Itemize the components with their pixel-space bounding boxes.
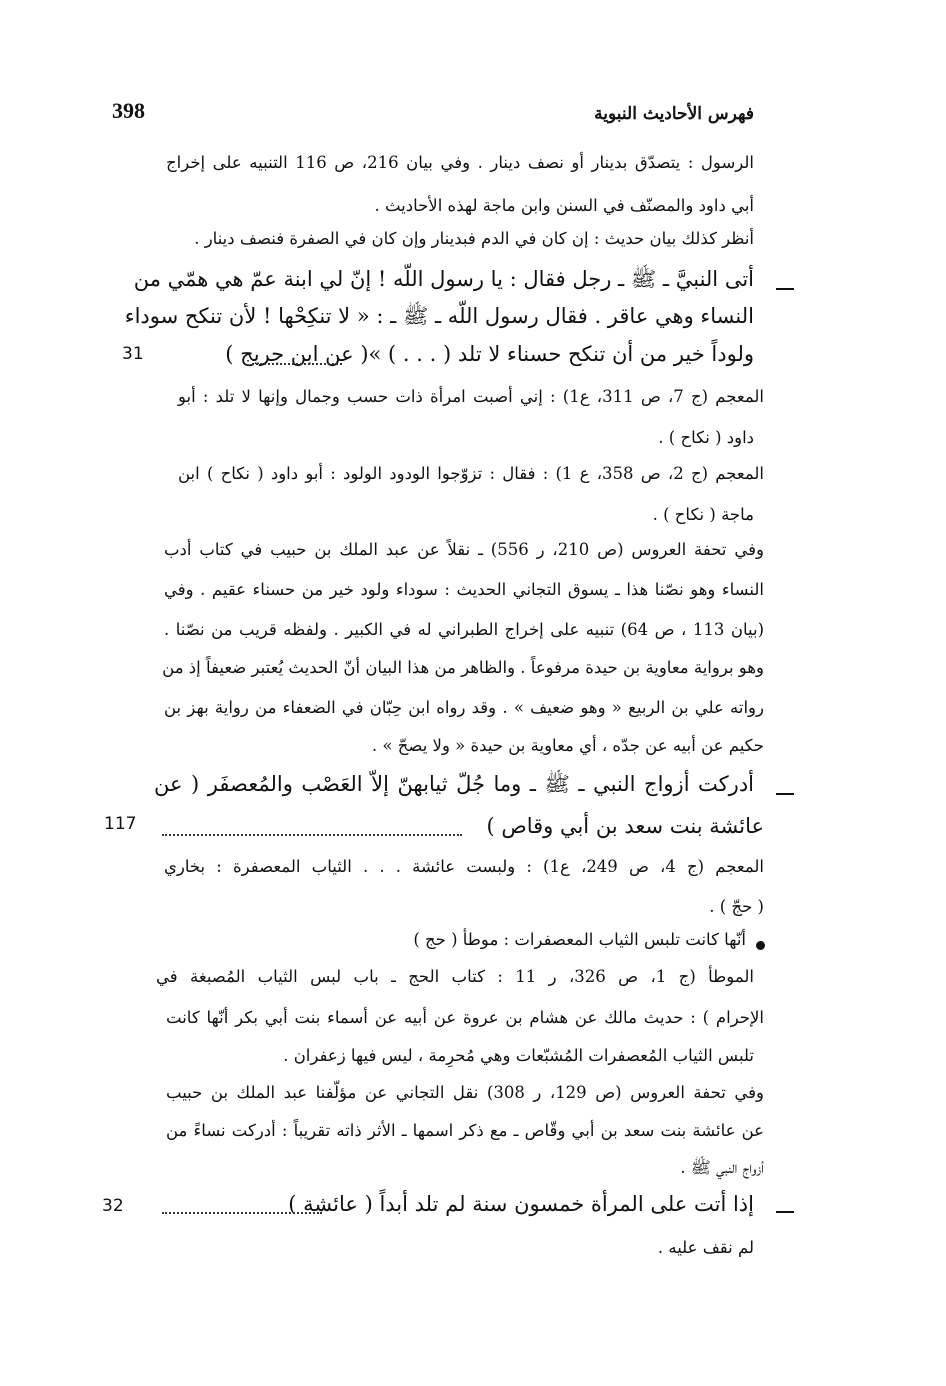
- text-line: ماجة ( نكاح ) .: [652, 505, 754, 524]
- leader-dots: [162, 832, 462, 836]
- text-line: الإحرام ) : حديث مالك عن هشام بن عروة عن أبيه عن أسماء بنت أبي بكر أنّها كانت: [166, 1008, 764, 1027]
- reference-number: 117: [104, 814, 137, 834]
- reference-number: 32: [102, 1196, 124, 1216]
- hadith-line: أدركت أزواج النبي ـ ﷺ ـ وما جُلّ ثيابهنّ إلاّ العَصْب والمُعصفَر ( عن: [154, 772, 754, 796]
- text-line: عن عائشة بنت سعد بن أبي وقّاص ـ مع ذكر اسمها ـ الأثر ذاته تقريباً : أدركت نساءً من: [166, 1121, 764, 1140]
- text-line: الرسول : يتصدّق بدينار أو نصف دينار . وفي بيان 216، ص 116 التنبيه على إخراج: [166, 153, 754, 172]
- hadith-line: النساء وهي عاقر . فقال رسول اللّه ـ ﷺ ـ : « لا تنكِحْها ! لأن تنكح سوداء: [124, 304, 754, 328]
- hadith-line: عائشة بنت سعد بن أبي وقاص ): [486, 814, 764, 838]
- text-line: تلبس الثياب المُعصفرات المُشبّعات وهي مُحرِمة ، ليس فيها زعفران .: [283, 1046, 754, 1065]
- entry-dash: [776, 288, 794, 290]
- text-line: أبي داود والمصنّف في السنن وابن ماجة لهذه الأحاديث .: [374, 196, 754, 215]
- text-line: أنظر كذلك بيان حديث : إن كان في الدم فبدينار وإن كان في الصفرة فنصف دينار .: [194, 229, 754, 248]
- text-line: المعجم (ج 2، ص 358، ع 1) : فقال : تزوّجوا الودود الولود : أبو داود ( نكاح ) ابن: [178, 464, 765, 483]
- text-line: (بيان 113 ، ص 64) تنبيه على إخراج الطبراني له في الكبير . ولفظه قريب من نصّنا .: [164, 620, 764, 639]
- text-line: ( حجّ ) .: [709, 897, 764, 916]
- hadith-line: إذا أتت على المرأة خمسون سنة لم تلد أبداً ( عائشة ): [288, 1192, 754, 1216]
- text-line: وفي تحفة العروس (ص 210، ر 556) ـ نقلاً عن عبد الملك بن حبيب في كتاب أدب: [164, 540, 764, 559]
- text-line: المعجم (ج 7، ص 311، ع1) : إني أصبت امرأة ذات حسب وجمال وإنها لا تلد : أبو: [178, 387, 765, 406]
- text-line: داود ( نكاح ) .: [658, 428, 754, 447]
- text-line: رواته علي بن الربيع « وهو ضعيف » . وقد رواه ابن حِبّان في الضعفاء من رواية بهز بن: [164, 698, 764, 717]
- text-line: الموطأ (ج 1، ص 326، ر 11 : كتاب الحج ـ باب لبس الثياب المُصبغة في: [156, 967, 754, 986]
- entry-dash: [776, 1211, 794, 1213]
- text-line: النساء وهو نصّنا هذا ـ يسوق التجاني الحديث : سوداء ولود خير من حسناء عقيم . وفي: [164, 580, 764, 599]
- text-line: لم نقف عليه .: [657, 1238, 754, 1257]
- entry-dash: [776, 793, 794, 795]
- leader-dots: [162, 1210, 322, 1214]
- text-line: حكيم عن أبيه عن جدّه ، أي معاوية بن حيدة « ولا يصحّ » .: [371, 736, 764, 755]
- text-line: وهو برواية معاوية بن حيدة مرفوعاً . والظاهر من هذا البيان أنّ الحديث يُعتبر ضعيفاً إذ من: [162, 658, 764, 677]
- text-line: أنّها كانت تلبس الثياب المعصفرات : موطأ ( حج ): [413, 930, 746, 949]
- text-line: أزواج النبي ﷺ .: [680, 1158, 764, 1177]
- text-line: المعجم (ج 4، ص 249، ع1) : ولبست عائشة . . . الثياب المعصفرة : بخاري: [164, 857, 765, 876]
- reference-number: 31: [122, 344, 144, 364]
- running-header: فهرس الأحاديث النبوية: [594, 104, 754, 124]
- leader-dots: [252, 361, 342, 365]
- hadith-line: أتى النبيَّ ـ ﷺ ـ رجل فقال : يا رسول اللّه ! إنّ لي ابنة عمّ هي همّي من: [133, 267, 754, 291]
- text-line: وفي تحفة العروس (ص 129، ر 308) نقل التجاني عن مؤلّفنا عبد الملك بن حبيب: [166, 1083, 764, 1102]
- hadith-line: ولوداً خير من أن تنكح حسناء لا تلد ( . . . ) »( عن ابن جريج ): [225, 342, 754, 366]
- page-number: 398: [112, 98, 145, 123]
- bullet-icon: [756, 941, 765, 950]
